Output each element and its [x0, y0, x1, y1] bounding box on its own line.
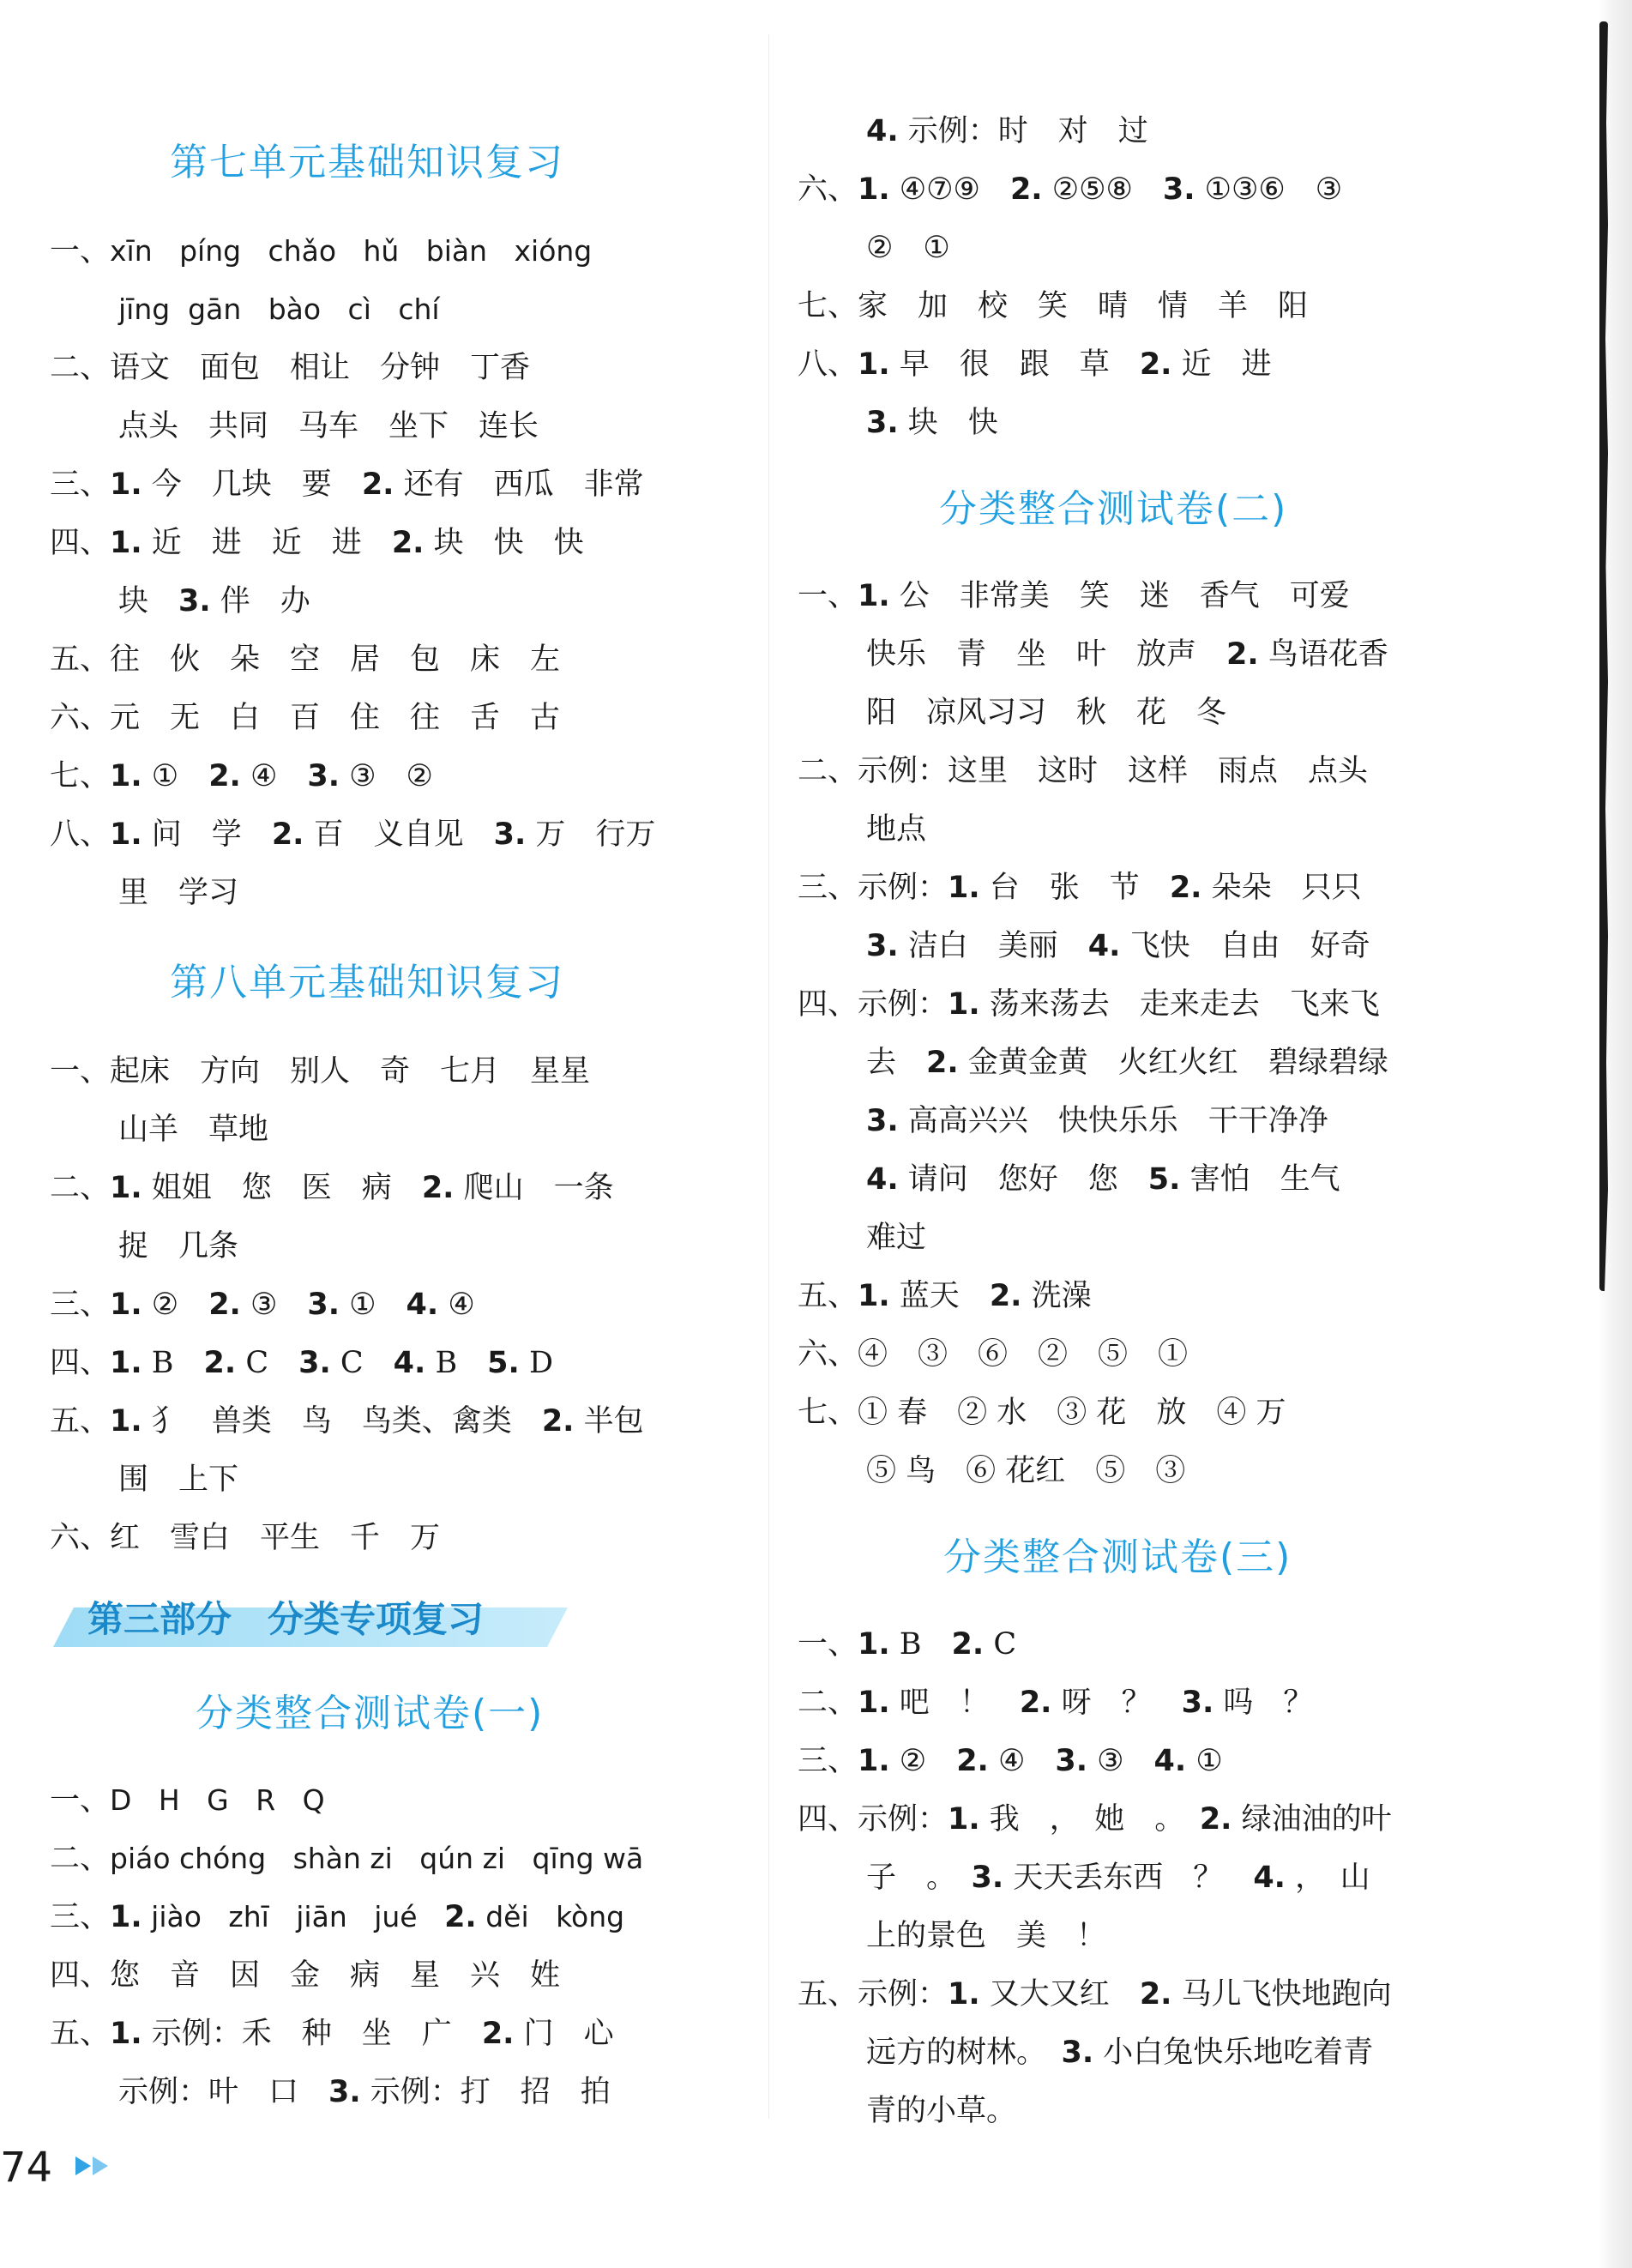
answer-text: 半包	[574, 1404, 644, 1439]
answer-line	[798, 1740, 1223, 1782]
item-number: 2.	[1139, 1977, 1172, 2012]
answer-text: 八、	[50, 817, 111, 852]
item-number: 1.	[110, 467, 142, 502]
answer-text: 四、示例：	[798, 1802, 948, 1837]
answer-line	[50, 1837, 643, 1880]
answer-text: 山羊 草地	[118, 1113, 269, 1147]
answer-text: B	[142, 1346, 204, 1380]
answer-text: 马儿飞快地跑向	[1171, 1977, 1392, 2012]
answer-line	[798, 1275, 1092, 1318]
answer-line	[118, 2071, 611, 2114]
item-number: 4.	[406, 1288, 439, 1322]
item-number: 3.	[866, 929, 899, 963]
answer-text: 吧 ！	[889, 1686, 1020, 1720]
item-number: 2.	[541, 1404, 575, 1439]
answer-line	[866, 401, 998, 444]
item-number: 2.	[1019, 1686, 1052, 1720]
answer-text: 五、往 伙 朵 空 居 包 床 左	[50, 642, 561, 677]
answer-text: ④⑦⑨	[889, 172, 1010, 207]
item-number: 1.	[110, 1900, 142, 1934]
answer-text: 三、	[798, 1744, 858, 1778]
answer-text: 块 快	[898, 406, 998, 440]
answer-line	[798, 983, 1380, 1026]
part-banner	[53, 1594, 568, 1649]
answer-line	[798, 1681, 1313, 1724]
answer-text: 五、示例：	[798, 1977, 948, 2012]
answer-line	[798, 1333, 1188, 1376]
item-number: 1.	[110, 1288, 142, 1322]
answer-text: ④	[240, 759, 308, 793]
answer-text: piáo chóng shàn zi qún zi qīng wā	[110, 1842, 644, 1875]
item-number: 2.	[1226, 637, 1259, 672]
item-number: 2.	[1199, 1802, 1232, 1837]
answer-text: 洁白 美丽	[898, 929, 1088, 963]
item-number: 1.	[948, 871, 980, 905]
answer-line	[118, 1458, 238, 1501]
item-number: 3.	[1055, 1744, 1088, 1778]
item-number: 2.	[481, 2017, 515, 2051]
answer-text: 近 进 近 进	[142, 526, 392, 560]
answer-line	[50, 1167, 614, 1209]
item-number: 4.	[866, 1162, 899, 1197]
item-number: 2.	[203, 1346, 237, 1380]
answer-text: 姐姐 您 医 病	[142, 1171, 422, 1205]
item-number: 1.	[858, 1279, 890, 1313]
answer-text: 洗澡	[1021, 1279, 1092, 1313]
item-number: 4.	[866, 114, 899, 148]
answer-text: ①③⑥ ③	[1195, 172, 1343, 207]
answer-text: 高高兴兴 快快乐乐 干干净净	[898, 1104, 1328, 1138]
answer-text: 万 行万	[526, 817, 656, 852]
answer-text: ④	[438, 1288, 475, 1322]
answer-text: 二、	[798, 1686, 858, 1720]
answer-line	[50, 230, 592, 273]
answer-line	[798, 168, 1342, 211]
item-number: 1.	[948, 1802, 980, 1837]
answer-text: 绿油油的叶	[1232, 1802, 1392, 1837]
answer-line	[866, 2090, 1016, 2132]
answer-line	[798, 575, 1350, 618]
answer-text: ②	[142, 1288, 209, 1322]
answer-line	[866, 110, 1148, 153]
answer-text: jīng gān bào cì chí	[118, 293, 440, 326]
answer-line	[866, 1216, 926, 1259]
item-number: 2.	[208, 759, 241, 793]
item-number: 3.	[298, 1346, 331, 1380]
answer-line	[50, 813, 655, 856]
answer-line	[50, 697, 560, 739]
answer-line	[50, 2012, 614, 2055]
page-arrows	[75, 2156, 108, 2175]
answer-text: C	[236, 1346, 299, 1380]
answer-line	[50, 1896, 624, 1939]
item-number: 2.	[421, 1171, 455, 1205]
answer-text: B	[889, 1627, 952, 1662]
answer-line	[798, 1623, 1016, 1666]
answer-line	[50, 347, 530, 389]
answer-text: 三、	[50, 467, 111, 502]
item-number: 1.	[858, 172, 890, 207]
answer-line	[866, 808, 926, 851]
answer-text: 一、	[50, 234, 111, 268]
answer-text: 伴 办	[210, 584, 310, 618]
answer-text: 呀 ？	[1051, 1686, 1182, 1720]
answer-text: 金黄金黄 火红火红 碧绿碧绿	[958, 1046, 1388, 1080]
item-number: 3.	[1061, 2036, 1094, 2070]
answer-text: xīn píng chǎo hǔ biàn xióng	[110, 234, 593, 268]
answer-text: 爬山 一条	[454, 1171, 614, 1205]
answer-text: ③	[240, 1288, 308, 1322]
answer-text: 七、	[50, 759, 111, 793]
item-number: 1.	[858, 1686, 890, 1720]
item-number: 2.	[361, 467, 394, 502]
arrow-right-icon	[93, 2156, 108, 2175]
answer-text: 小白兔快乐地吃着青	[1093, 2036, 1374, 2070]
item-number: 2.	[926, 1046, 959, 1080]
answer-text: C	[984, 1627, 1017, 1662]
item-number: 1.	[858, 1627, 890, 1662]
item-number: 3.	[971, 1861, 1004, 1895]
answer-line	[798, 1391, 1286, 1434]
answer-text: ②⑤⑧	[1042, 172, 1163, 207]
item-number: 3.	[307, 1288, 340, 1322]
answer-text: 围 上下	[118, 1463, 239, 1497]
answer-line	[118, 1225, 238, 1268]
answer-text: 三、示例：	[798, 871, 948, 905]
answer-text: 四、	[50, 526, 111, 560]
item-number: 3.	[866, 1104, 899, 1138]
column-divider	[768, 34, 769, 2119]
answer-text: D H G R Q	[110, 1783, 325, 1817]
answer-text: ③	[1087, 1744, 1154, 1778]
answer-text: 一、	[798, 1627, 858, 1662]
answer-line	[798, 1973, 1392, 2016]
answer-line	[50, 1779, 325, 1822]
answer-text: 示例：禾 种 坐 广	[142, 2017, 482, 2051]
answer-text: 二、	[50, 1171, 111, 1205]
answer-line	[798, 866, 1362, 909]
item-number: 4.	[393, 1346, 426, 1380]
answer-text: 六、元 无 白 百 住 往 舌 古	[50, 701, 561, 735]
page-number: 74	[0, 2144, 53, 2192]
item-number: 1.	[110, 1346, 142, 1380]
answer-text: 四、您 音 因 金 病 星 兴 姓	[50, 1958, 561, 1993]
answer-text: 害怕 生气	[1180, 1162, 1340, 1197]
answer-text: 点头 共同 马车 坐下 连长	[118, 409, 539, 443]
answer-text: 示例：叶 口	[118, 2075, 329, 2109]
answer-line	[798, 285, 1308, 328]
answer-line	[50, 463, 644, 506]
item-number: 2.	[1139, 347, 1172, 382]
answer-text: 地点	[866, 812, 927, 847]
answer-line	[866, 1856, 1370, 1899]
item-number: 4.	[1153, 1744, 1187, 1778]
item-number: 3.	[866, 406, 899, 440]
item-number: 3.	[1162, 172, 1195, 207]
answer-text: 五、	[798, 1279, 858, 1313]
item-number: 1.	[948, 987, 980, 1022]
answer-text: 六、红 雪白 平生 千 万	[50, 1521, 441, 1555]
answer-line	[866, 1100, 1328, 1143]
answer-line	[866, 226, 950, 269]
item-number: 5.	[487, 1346, 520, 1380]
answer-line	[798, 343, 1272, 386]
answer-text: 犭 兽类 鸟 鸟类、禽类	[142, 1404, 542, 1439]
answer-text: 吗 ？	[1213, 1686, 1314, 1720]
answer-text: 四、示例：	[798, 987, 948, 1022]
answer-text: 早 很 跟 草	[889, 347, 1140, 382]
answer-text: 我 ， 她 。	[979, 1802, 1200, 1837]
answer-text: 问 学	[142, 817, 272, 852]
item-number: 3.	[1181, 1686, 1214, 1720]
answer-text: 二、示例：这里 这时 这样 雨点 点头	[798, 754, 1369, 788]
answer-text: 七、① 春 ② 水 ③ 花 放 ④ 万	[798, 1396, 1286, 1430]
answer-text: 三、	[50, 1288, 111, 1322]
answer-text: 去	[866, 1046, 927, 1080]
answer-text: D	[519, 1346, 554, 1380]
item-number: 2.	[271, 817, 304, 852]
answer-line	[866, 1041, 1388, 1084]
answer-text: 荡来荡去 走来走去 飞来飞	[979, 987, 1380, 1022]
answer-text: 一、起床 方向 别人 奇 七月 星星	[50, 1054, 591, 1089]
item-number: 1.	[858, 1744, 890, 1778]
section-title: 分类整合测试卷(二)	[939, 487, 1288, 531]
binding-edge	[1599, 21, 1608, 1291]
answer-text: 四、	[50, 1346, 111, 1380]
answer-text: ②	[889, 1744, 957, 1778]
item-number: 1.	[858, 579, 890, 613]
answer-text: 远方的树林。	[866, 2036, 1062, 2070]
item-number: 1.	[110, 2017, 142, 2051]
answer-text: ①	[142, 759, 209, 793]
answer-line	[866, 691, 1226, 734]
answer-text: 七、家 加 校 笑 晴 情 羊 阳	[798, 289, 1309, 323]
answer-text: 今 几块 要	[142, 467, 362, 502]
answer-text: ⑤ 鸟 ⑥ 花红 ⑤ ③	[866, 1454, 1186, 1488]
answer-text: 一、	[798, 579, 858, 613]
answer-text: 六、④ ③ ⑥ ② ⑤ ①	[798, 1337, 1189, 1372]
answer-text: 捉 几条	[118, 1229, 239, 1264]
answer-line	[866, 1915, 1106, 1957]
answer-text: ①	[1186, 1744, 1223, 1778]
answer-text: ， 山	[1285, 1861, 1370, 1895]
answer-line	[118, 288, 440, 331]
answer-text: ④	[988, 1744, 1056, 1778]
item-number: 2.	[989, 1279, 1022, 1313]
answer-line	[866, 633, 1388, 676]
answer-text: 飞快 自由 好奇	[1120, 929, 1370, 963]
item-number: 5.	[1147, 1162, 1181, 1197]
answer-line	[50, 522, 584, 564]
answer-text: ③ ②	[340, 759, 433, 793]
answer-text: C	[330, 1346, 394, 1380]
answer-text: 示例：打 招 拍	[360, 2075, 611, 2109]
answer-line	[50, 1954, 560, 1997]
item-number: 1.	[110, 1404, 142, 1439]
item-number: 2.	[1169, 871, 1202, 905]
answer-text: 块 快 快	[424, 526, 584, 560]
answer-line	[798, 750, 1368, 793]
answer-line	[118, 1108, 268, 1151]
banner-text: 第三部分 分类专项复习	[87, 1598, 485, 1640]
answer-text: 快乐 青 坐 叶 放声	[866, 637, 1227, 672]
answer-text: 六、	[798, 172, 858, 207]
answer-line	[50, 1400, 644, 1443]
answer-text: ①	[340, 1288, 406, 1322]
answer-text: 块	[118, 584, 179, 618]
answer-text: 门 心	[514, 2017, 614, 2051]
answer-text: 青的小草。	[866, 2094, 1017, 2128]
item-number: 2.	[444, 1900, 477, 1934]
answer-text: 三、	[50, 1900, 111, 1934]
item-number: 1.	[110, 759, 142, 793]
answer-text: 朵朵 只只	[1201, 871, 1362, 905]
answer-line	[50, 1517, 440, 1559]
answer-text: 天天丢东西 ？	[1003, 1861, 1254, 1895]
answer-text: 子 。	[866, 1861, 972, 1895]
item-number: 3.	[178, 584, 211, 618]
item-number: 1.	[110, 526, 142, 560]
answer-text: 五、	[50, 2017, 111, 2051]
answer-text: 近 进	[1171, 347, 1272, 382]
answer-line	[798, 1798, 1392, 1841]
item-number: 1.	[948, 1977, 980, 2012]
answer-line	[118, 580, 310, 623]
answer-text: 里 学习	[118, 876, 239, 910]
answer-text: B	[425, 1346, 488, 1380]
answer-text: 又大又红	[979, 1977, 1140, 2012]
answer-text: 百 义自见	[304, 817, 494, 852]
answer-line	[50, 1283, 475, 1326]
item-number: 3.	[328, 2075, 361, 2109]
answer-text: 二、	[50, 1842, 111, 1876]
answer-text: ② ①	[866, 231, 950, 265]
answer-text: 一、	[50, 1783, 111, 1818]
answer-text: 上的景色 美 ！	[866, 1919, 1107, 1953]
answer-text: děi kòng	[476, 1900, 625, 1933]
section-title: 分类整合测试卷(一)	[196, 1692, 545, 1735]
item-number: 4.	[1253, 1861, 1286, 1895]
answer-text: 二、语文 面包 相让 分钟 丁香	[50, 351, 531, 385]
item-number: 2.	[208, 1288, 241, 1322]
item-number: 2.	[951, 1627, 985, 1662]
answer-line	[866, 1158, 1340, 1201]
answer-text: 还有 西瓜 非常	[394, 467, 644, 502]
answer-text: jiào zhī jiān jué	[142, 1900, 445, 1933]
item-number: 3.	[307, 759, 340, 793]
answer-text: 蓝天	[889, 1279, 990, 1313]
arrow-right-icon	[75, 2156, 91, 2175]
answer-line	[866, 2031, 1373, 2074]
section-title: 分类整合测试卷(三)	[943, 1535, 1292, 1579]
item-number: 2.	[956, 1744, 989, 1778]
item-number: 3.	[493, 817, 527, 852]
answer-text: 台 张 节	[979, 871, 1170, 905]
answer-line	[118, 405, 539, 448]
item-number: 1.	[110, 1171, 142, 1205]
answer-text: 五、	[50, 1404, 111, 1439]
answer-text: 鸟语花香	[1258, 637, 1388, 672]
item-number: 4.	[1087, 929, 1121, 963]
answer-text: 难过	[866, 1221, 927, 1255]
answer-line	[50, 638, 560, 681]
answer-text: 八、	[798, 347, 858, 382]
answer-text: 请问 您好 您	[898, 1162, 1148, 1197]
section-title: 第八单元基础知识复习	[170, 961, 564, 1004]
item-number: 1.	[858, 347, 890, 382]
answer-text: 阳 凉风习习 秋 花 冬	[866, 696, 1227, 730]
item-number: 1.	[110, 817, 142, 852]
answer-line	[866, 925, 1370, 968]
answer-line	[866, 1450, 1185, 1493]
answer-line	[50, 755, 433, 798]
answer-text: 示例：时 对 过	[898, 114, 1148, 148]
answer-text: 公 非常美 笑 迷 香气 可爱	[889, 579, 1350, 613]
item-number: 2.	[1009, 172, 1043, 207]
item-number: 2.	[391, 526, 425, 560]
answer-line	[118, 872, 238, 914]
answer-line	[50, 1342, 553, 1384]
answer-line	[50, 1050, 590, 1093]
section-title: 第七单元基础知识复习	[170, 141, 564, 184]
